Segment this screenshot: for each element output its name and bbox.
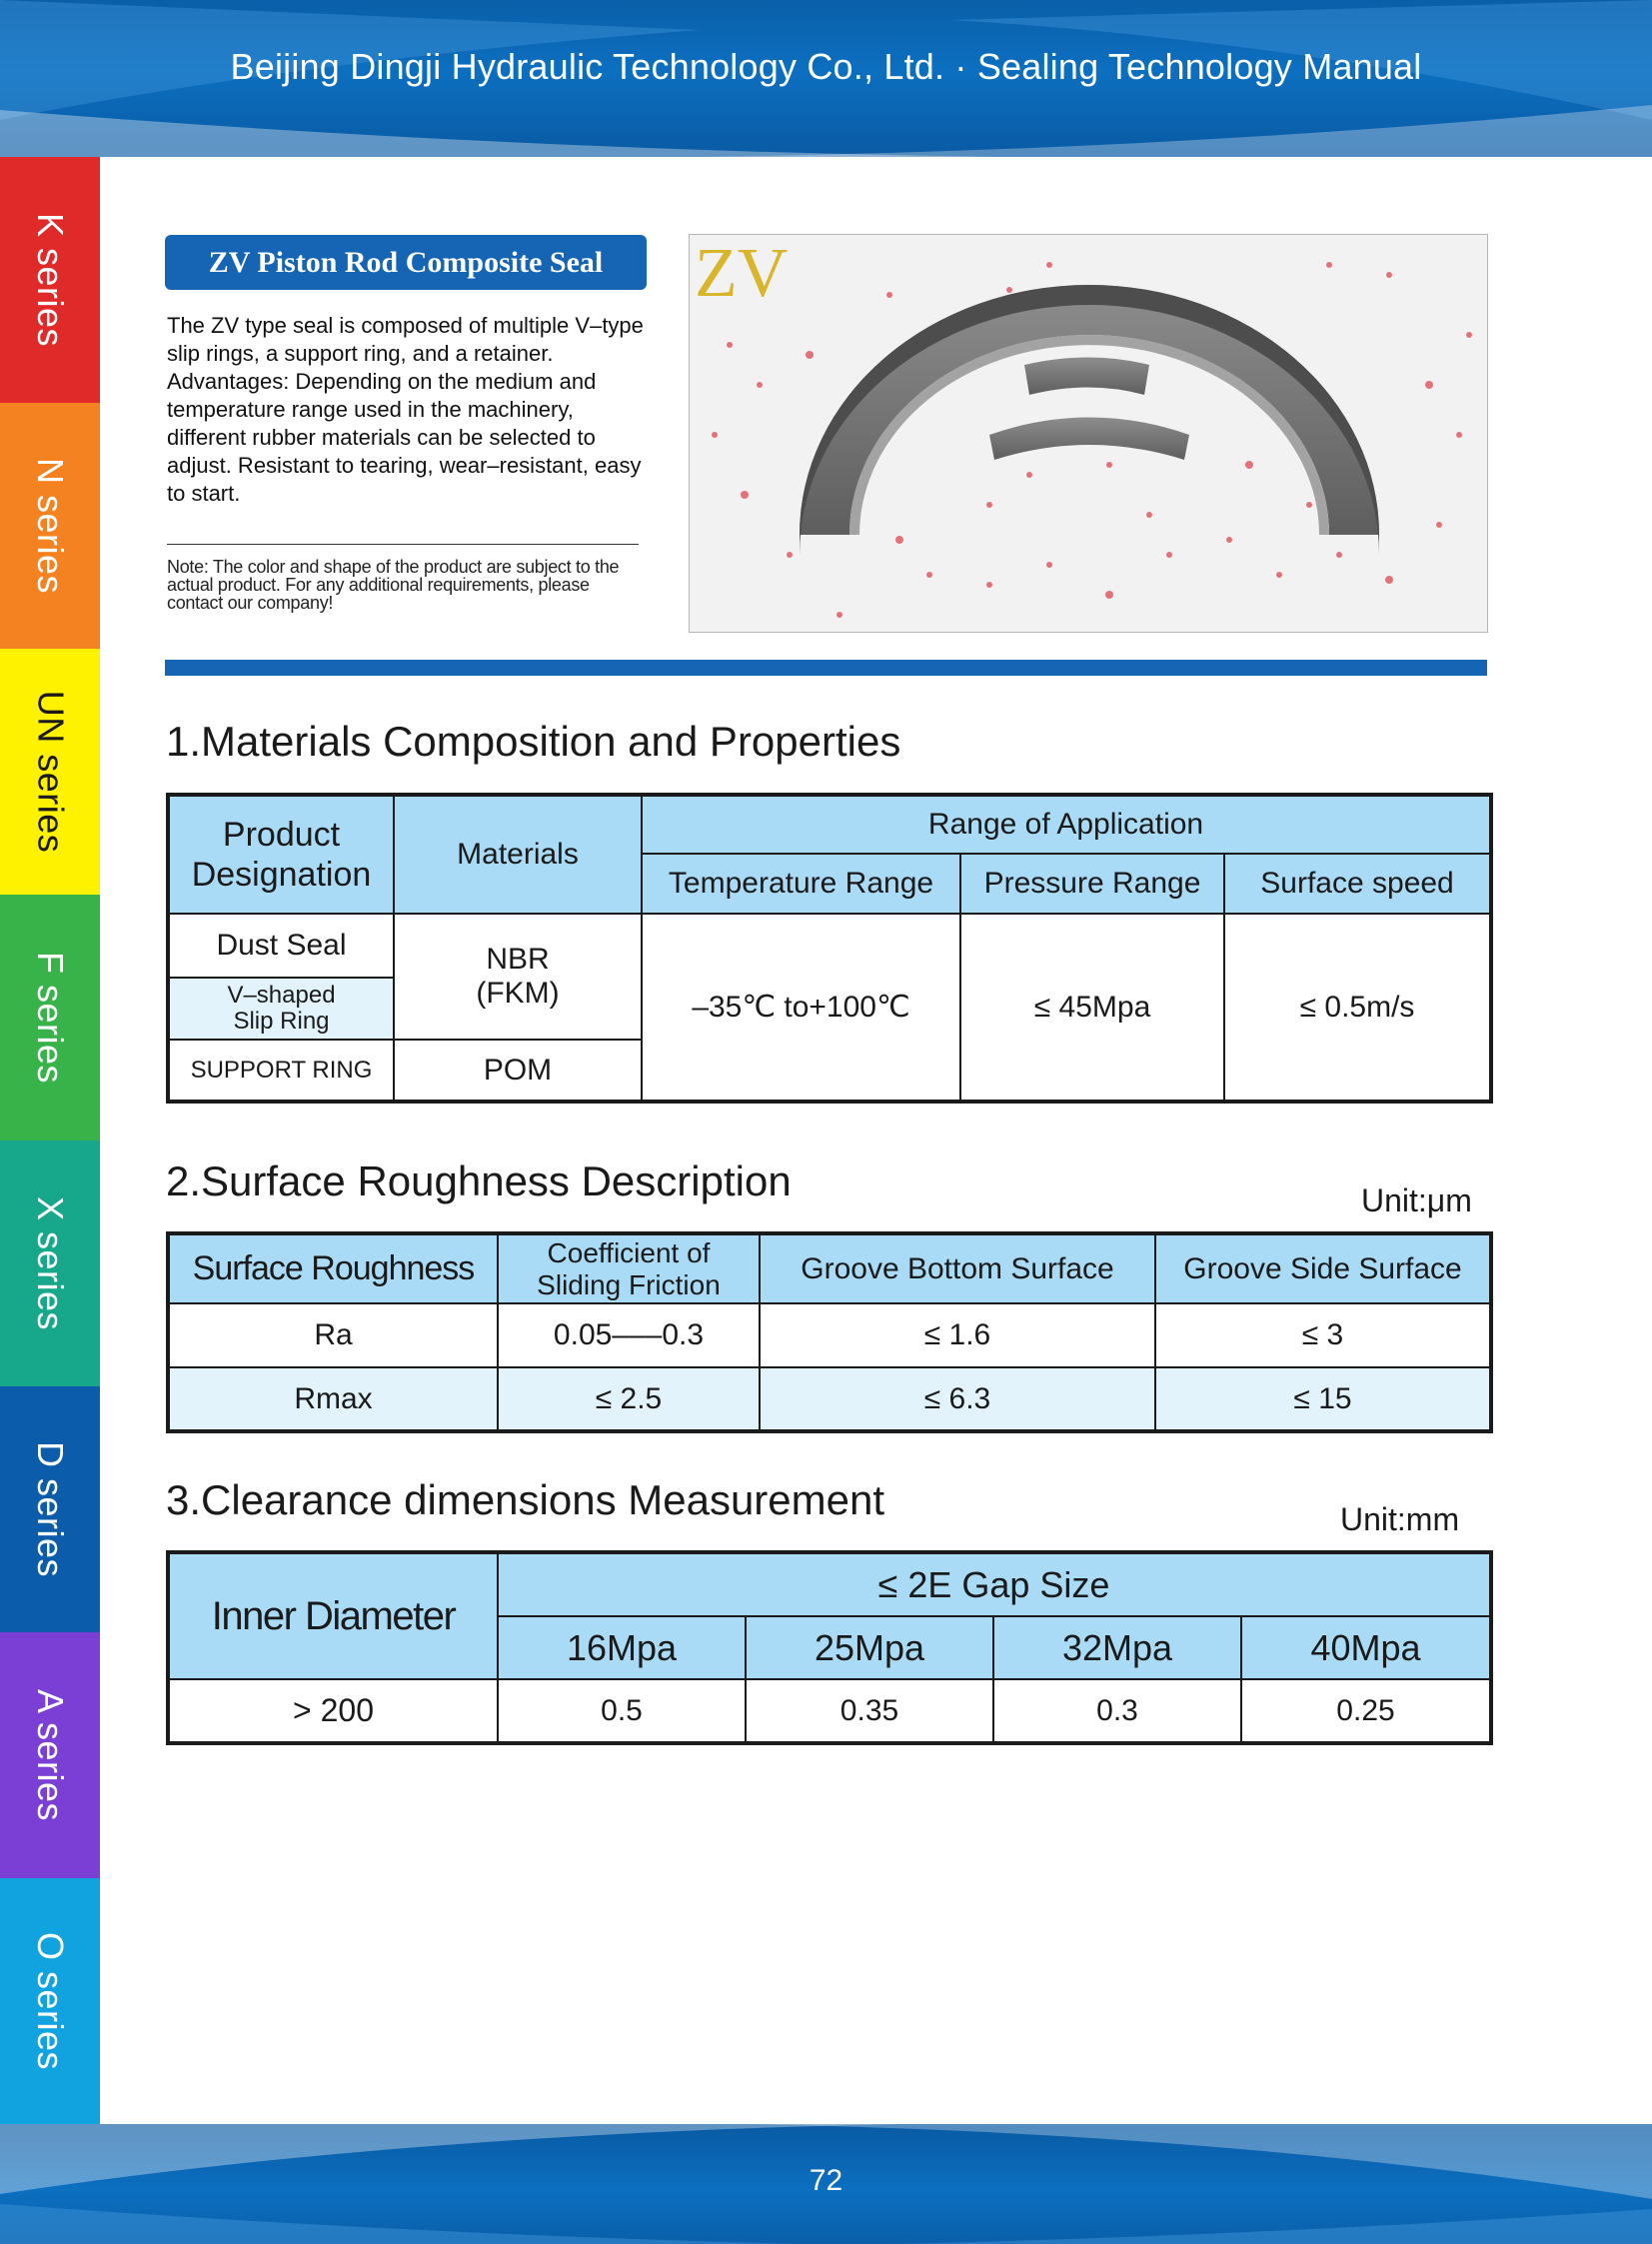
clearance-table [166, 1550, 1493, 1745]
table-row [168, 1679, 1491, 1743]
photo-product-code: ZV [695, 235, 789, 312]
header-surface-roughness: Surface Roughness [168, 1233, 498, 1303]
section2-unit: Unit:μm [1361, 1182, 1472, 1218]
series-side-tabs [0, 157, 100, 2124]
header-pressure-32: 32Mpa [993, 1616, 1241, 1679]
section2-heading: 2.Surface Roughness Description [166, 1157, 792, 1204]
header-temperature-range: Temperature Range [642, 854, 960, 914]
section3-heading: 3.Clearance dimensions Measurement [166, 1476, 885, 1523]
seal-illustration [690, 235, 1487, 632]
header-title: Beijing Dingji Hydraulic Technology Co., Ltd. · Sealing Technology Manual [230, 46, 1422, 87]
intro-divider [167, 544, 639, 545]
header-product-designation: Product Designation [168, 795, 394, 914]
cell-material-nbr [394, 914, 642, 1040]
tab-label: D series [30, 1440, 71, 1578]
materials-table [166, 793, 1493, 1104]
cell-temperature: –35℃ to+100℃ [642, 914, 960, 1102]
product-title-badge: ZV Piston Rod Composite Seal [165, 235, 647, 290]
header-materials: Materials [394, 795, 642, 914]
tab-k-series[interactable] [0, 157, 100, 403]
product-description [167, 312, 647, 508]
header-inner-diameter: Inner Diameter [168, 1552, 498, 1679]
cell-dust-seal: Dust Seal [168, 914, 394, 978]
material-nbr-line2: (FKM) [476, 977, 560, 1010]
v-slip-ring-line1: V–shaped [227, 982, 336, 1009]
tab-label: A series [30, 1688, 71, 1822]
friction-line1: Coefficient of [547, 1236, 711, 1268]
page-number: 72 [809, 2164, 843, 2197]
header-groove-bottom: Groove Bottom Surface [760, 1233, 1155, 1303]
cell-friction: 0.05–––0.3 [498, 1303, 760, 1367]
tab-o-series[interactable] [0, 1878, 100, 2124]
header-range-of-application: Range of Application [642, 795, 1491, 854]
tab-f-series[interactable] [0, 895, 100, 1140]
table-row [168, 1367, 1491, 1431]
cell-gap-32: 0.3 [993, 1679, 1241, 1743]
header-pressure-range: Pressure Range [960, 854, 1224, 914]
advantages-text: Advantages: Depending on the medium and temperature range used in the machinery, different rubber materials can be selected to adjust. Resistant to tearing, wear–resistant, easy to start. [167, 369, 642, 506]
product-note: Note: The color and shape of the product are subject to the actual product. For any additional requirements, please contact our company! [167, 557, 620, 613]
section-divider-bar [165, 660, 1487, 676]
cell-gap-25: 0.35 [746, 1679, 993, 1743]
cell-groove-bottom: ≤ 1.6 [760, 1303, 1155, 1367]
tab-x-series[interactable] [0, 1140, 100, 1386]
cell-material-pom: POM [394, 1040, 642, 1102]
cell-roughness-name: Ra [168, 1303, 498, 1367]
tab-label: X series [30, 1195, 72, 1331]
tab-a-series[interactable] [0, 1632, 100, 1878]
header-pressure-40: 40Mpa [1241, 1616, 1491, 1679]
table-header-row [168, 1552, 1491, 1616]
tab-d-series[interactable] [0, 1386, 100, 1632]
tab-un-series[interactable] [0, 649, 100, 895]
tab-label: O series [30, 1931, 72, 2071]
v-slip-ring-line2: Slip Ring [233, 1008, 330, 1035]
tab-label: N series [30, 457, 71, 595]
section1-heading: 1.Materials Composition and Properties [166, 718, 901, 765]
header-pressure-16: 16Mpa [498, 1616, 746, 1679]
cell-groove-bottom: ≤ 6.3 [760, 1367, 1155, 1431]
cell-groove-side: ≤ 15 [1155, 1367, 1491, 1431]
header-surface-speed: Surface speed [1224, 854, 1491, 914]
cell-gap-16: 0.5 [498, 1679, 746, 1743]
header-band [0, 0, 1652, 157]
cell-pressure: ≤ 45Mpa [960, 914, 1224, 1102]
tab-label: UN series [30, 690, 71, 854]
cell-groove-side: ≤ 3 [1155, 1303, 1491, 1367]
cell-gap-40: 0.25 [1241, 1679, 1491, 1743]
material-nbr-line1: NBR [486, 943, 550, 976]
table-header-row [168, 795, 1491, 854]
friction-line2: Sliding Friction [537, 1268, 721, 1300]
footer-band [0, 2124, 1652, 2244]
cell-speed: ≤ 0.5m/s [1224, 914, 1491, 1102]
tab-label: F series [30, 951, 71, 1085]
header-pressure-25: 25Mpa [746, 1616, 993, 1679]
table-row [168, 914, 1491, 978]
cell-friction: ≤ 2.5 [498, 1367, 760, 1431]
cell-support-ring: SUPPORT RING [168, 1040, 394, 1102]
product-photo [689, 234, 1488, 633]
header-gap-size: ≤ 2E Gap Size [498, 1552, 1491, 1616]
cell-inner-diameter: > 200 [168, 1679, 498, 1743]
surface-roughness-table [166, 1231, 1493, 1433]
section3-unit: Unit:mm [1340, 1501, 1460, 1537]
tab-label: K series [30, 212, 72, 348]
table-row [168, 1303, 1491, 1367]
cell-roughness-name: Rmax [168, 1367, 498, 1431]
cell-v-slip-ring [168, 978, 394, 1040]
header-sliding-friction [498, 1233, 760, 1303]
tab-n-series[interactable] [0, 403, 100, 649]
header-groove-side: Groove Side Surface [1155, 1233, 1491, 1303]
description-text: The ZV type seal is composed of multiple V–type slip rings, a support ring, and a retainer. [167, 313, 644, 366]
table-header-row [168, 1233, 1491, 1303]
